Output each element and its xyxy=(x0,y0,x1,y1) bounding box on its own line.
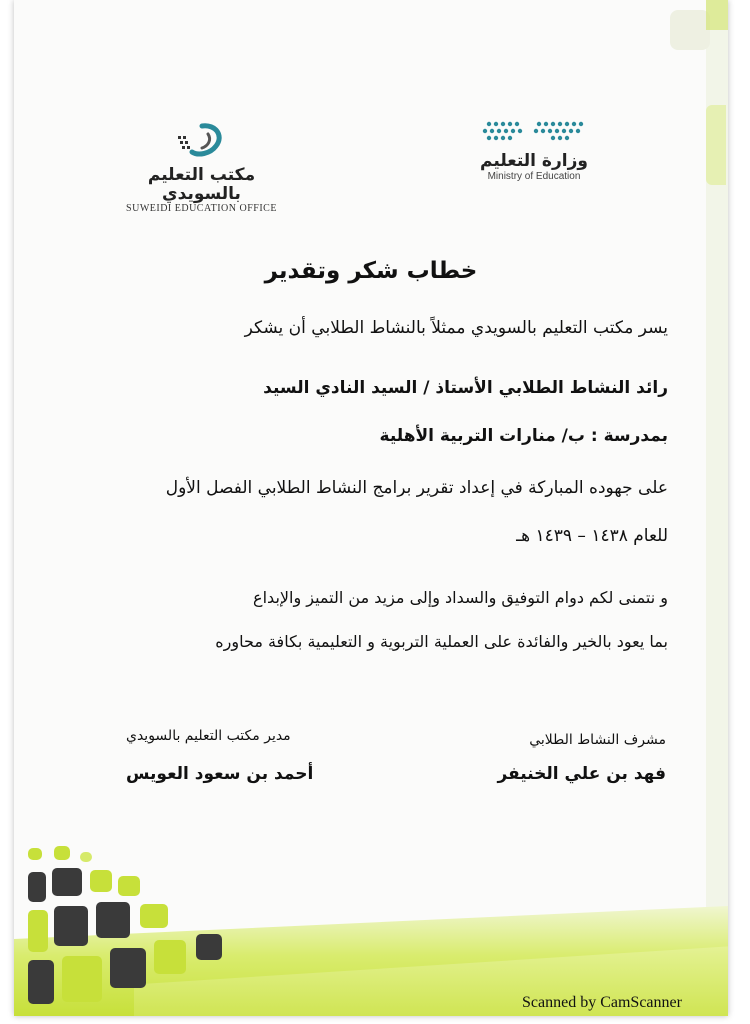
office-swirl-icon xyxy=(172,122,232,162)
recipient-name-line: رائد النشاط الطلابي الأستاذ / السيد النادي السيد xyxy=(263,378,668,398)
office-logo-arabic: مكتب التعليم بالسويدي xyxy=(147,165,256,204)
wish-line-2: بما يعود بالخير والفائدة على العملية التربوية و التعليمية بكافة محاوره xyxy=(215,632,668,651)
ministry-logo-arabic: وزارة التعليم xyxy=(480,151,588,171)
supervisor-name: فهد بن علي الخنيفر xyxy=(497,764,666,784)
office-logo-english: SUWEIDI EDUCATION OFFICE xyxy=(126,203,277,215)
letter-title: خطاب شكر وتقدير xyxy=(264,258,478,284)
letter-paper xyxy=(14,0,728,1016)
effort-line-1: على جهوده المباركة في إعداد تقرير برامج النشاط الطلابي الفصل الأول xyxy=(165,478,668,498)
ministry-dots-icon xyxy=(479,118,589,148)
ministry-logo-english: Ministry of Education xyxy=(487,170,581,182)
camscanner-watermark: Scanned by CamScanner xyxy=(522,994,682,1011)
director-title: مدير مكتب التعليم بالسويدي xyxy=(126,728,291,744)
director-name: أحمد بن سعود العويس xyxy=(126,764,314,784)
ministry-logo xyxy=(454,118,614,182)
supervisor-title: مشرف النشاط الطلابي xyxy=(529,732,666,748)
effort-line-2: للعام ١٤٣٨ – ١٤٣٩ هـ xyxy=(516,526,668,546)
letter-intro: يسر مكتب التعليم بالسويدي ممثلاً بالنشاط الطلابي أن يشكر xyxy=(244,318,668,338)
wish-line-1: و نتمنى لكم دوام التوفيق والسداد وإلى مزيد من التميز والإبداع xyxy=(253,588,668,607)
school-line: بمدرسة : ب/ منارات التربية الأهلية xyxy=(379,426,668,446)
office-logo xyxy=(114,122,289,214)
